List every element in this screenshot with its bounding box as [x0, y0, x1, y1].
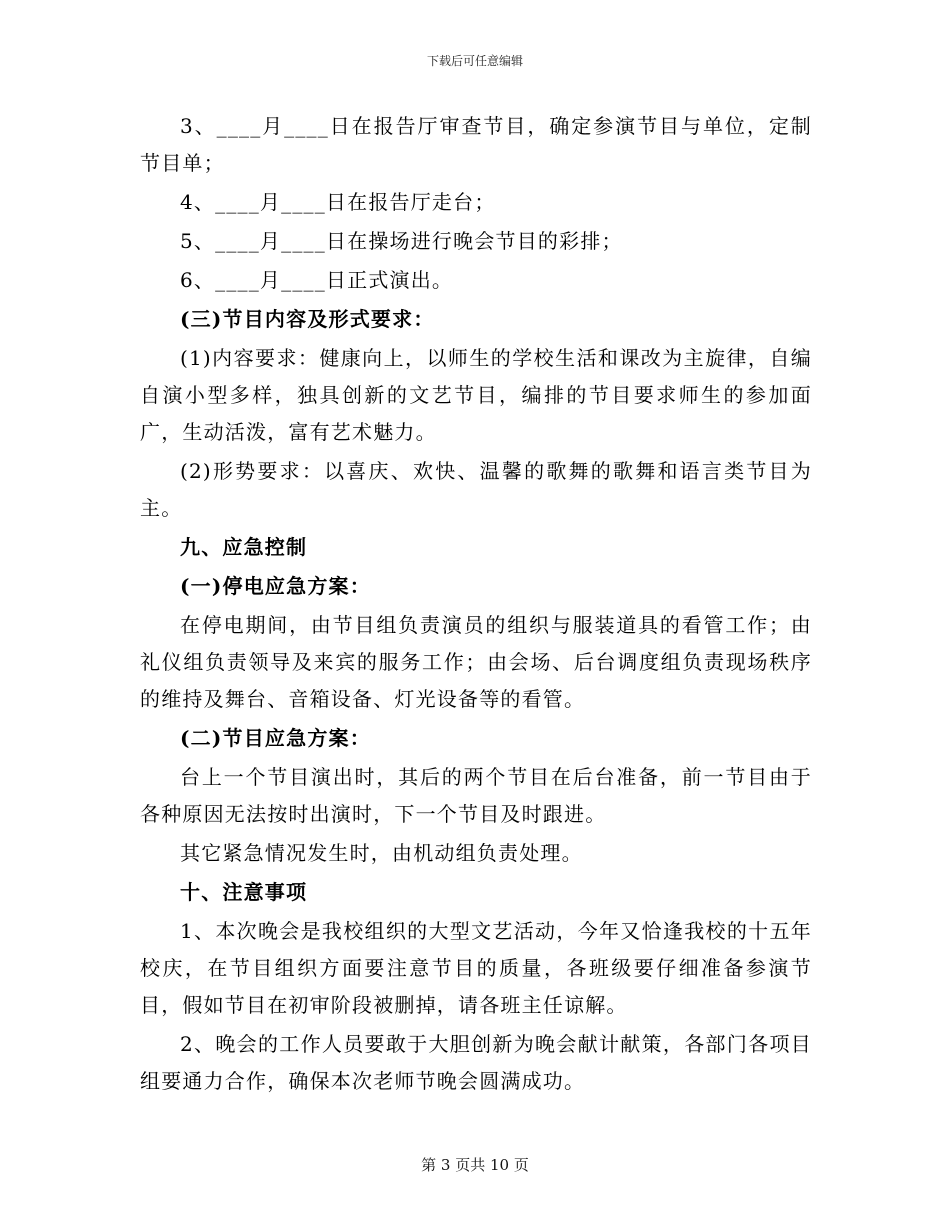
section-heading: (二)节目应急方案：: [180, 726, 371, 750]
document-body: [140, 108, 812, 1100]
paragraph: 2、晚会的工作人员要敢于大胆创新为晚会献计献策，各部门各项目组要通力合作，确保本次老师节晚会圆满成功。: [140, 1032, 812, 1093]
paragraph: 4、____月____日在报告厅走台；: [180, 190, 496, 214]
page-footer: 第 3 页共 10 页: [421, 1156, 529, 1174]
section-heading: (一)停电应急方案：: [180, 574, 371, 598]
paragraph: 台上一个节目演出时，其后的两个节目在后台准备，前一节目由于各种原因无法按时出演时，下一个节目及时跟进。: [140, 765, 812, 826]
paragraph: (2)形势要求：以喜庆、欢快、温馨的歌舞的歌舞和语言类节目为主。: [140, 459, 812, 520]
section-heading: 十、注意事项: [180, 880, 308, 904]
paragraph: 1、本次晚会是我校组织的大型文艺活动，今年又恰逢我校的十五年校庆，在节目组织方面要注意节目的质量，各班级要仔细准备参演节目，假如节目在初审阶段被删掉，请各班主任谅解。: [140, 919, 812, 1017]
section-heading: (三)节目内容及形式要求：: [180, 307, 435, 331]
paragraph: 5、____月____日在操场进行晚会节目的彩排；: [180, 229, 623, 253]
paragraph: 6、____月____日正式演出。: [180, 268, 454, 292]
paragraph: (1)内容要求：健康向上，以师生的学校生活和课改为主旋律，自编自演小型多样，独具创新的文艺节目，编排的节目要求师生的参加面广，生动活泼，富有艺术魅力。: [140, 346, 812, 444]
section-heading: 九、应急控制: [180, 535, 308, 559]
page-header: 下载后可任意编辑: [426, 54, 523, 68]
paragraph: 其它紧急情况发生时，由机动组负责处理。: [180, 841, 583, 865]
paragraph: 3、____月____日在报告厅审查节目，确定参演节目与单位，定制节目单；: [140, 114, 812, 175]
paragraph: 在停电期间，由节目组负责演员的组织与服装道具的看管工作；由礼仪组负责领导及来宾的服务工作；由会场、后台调度组负责现场秩序的维持及舞台、音箱设备、灯光设备等的看管。: [140, 613, 812, 711]
